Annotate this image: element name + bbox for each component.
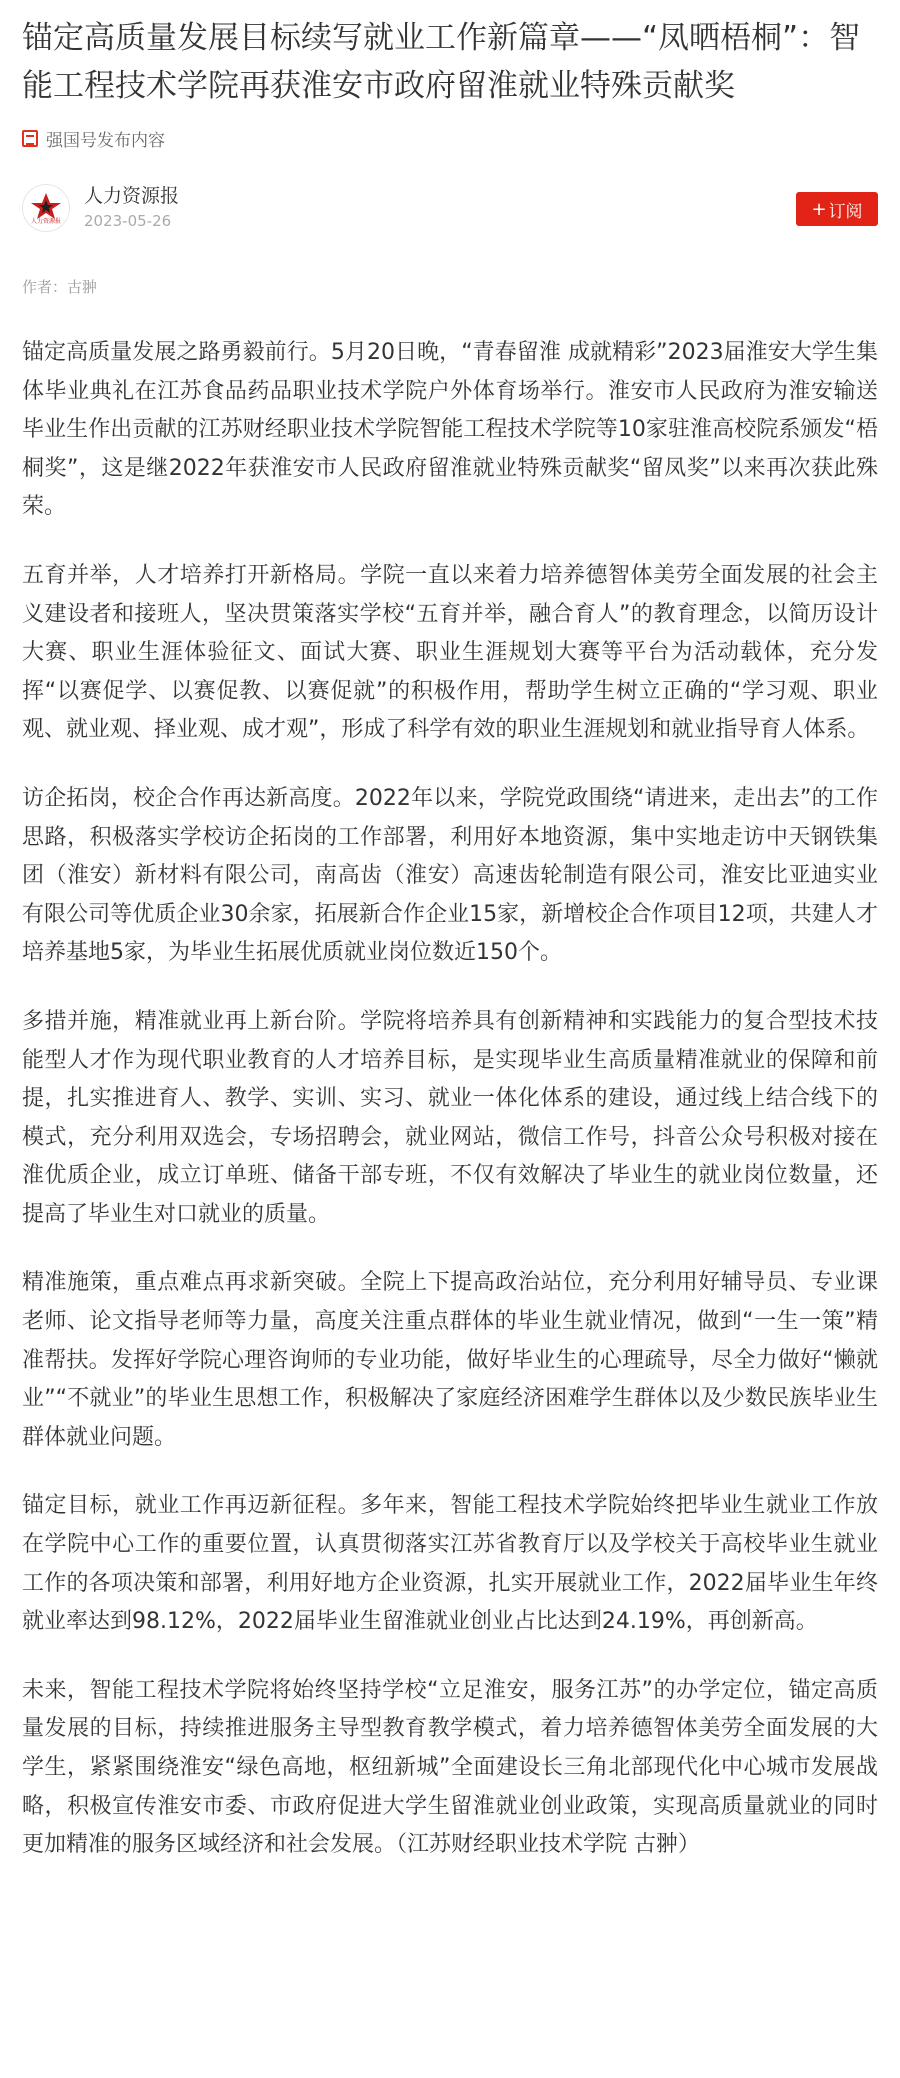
avatar[interactable] — [22, 184, 70, 232]
paragraph: 精准施策，重点难点再求新突破。全院上下提高政治站位，充分利用好辅导员、专业课老师、论文指导老师等力量，高度关注重点群体的毕业生就业情况，做到“一生一策”精准帮扶。发挥好学院心理咨询师的专业功能，做好毕业生的心理疏导，尽全力做好“懒就业”“不就业”的毕业生思想工作，积极解决了家庭经济困难学生群体以及少数民族毕业生群体就业问题。 — [22, 1270, 878, 1450]
paragraph: 五育并举，人才培养打开新格局。学院一直以来着力培养德智体美劳全面发展的社会主义建设者和接班人，坚决贯策落实学校“五育并举，融合育人”的教育理念，以简历设计大赛、职业生涯体验征文、面试大赛、职业生涯规划大赛等平台为活动载体，充分发挥“以赛促学、以赛促教、以赛促就”的积极作用，帮助学生树立正确的“学习观、职业观、就业观、择业观、成才观”，形成了科学有效的职业生涯规划和就业指导育人体系。 — [22, 562, 878, 743]
paragraph: 访企拓岗，校企合作再达新高度。2022年以来，学院党政围绕“请进来，走出去”的工作思路，积极落实学校访企拓岗的工作部署，利用好本地资源，集中实地走访中天钢铁集团（淮安）新材料有限公司，南高齿（淮安）高速齿轮制造有限公司，淮安比亚迪实业有限公司等优质企业30余家，拓展新合作企业15家，新增校企合作项目12项，共建人才培养基地5家，为毕业生拓展优质就业岗位数近150个。 — [22, 785, 878, 966]
source-label: 强国号发布内容 — [46, 130, 165, 151]
paragraph: 锚定高质量发展之路勇毅前行。5月20日晚，“青春留淮 成就精彩”2023届淮安大学生集体毕业典礼在江苏食品药品职业技术学院户外体育场举行。淮安市人民政府为淮安输送毕业生作出贡献的江苏财经职业技术学院智能工程技术学院等10家驻淮高校院系颁发“梧桐奖”，这是继2022年获淮安市人民政府留淮就业特殊贡献奖“留凤奖”以来再次获此殊荣。 — [22, 340, 878, 520]
article-title: 锚定高质量发展目标续写就业工作新篇章——“凤晒梧桐”：智能工程技术学院再获淮安市政府留淮就业特殊贡献奖 — [22, 20, 861, 104]
author-row — [22, 180, 878, 236]
author-meta — [84, 184, 179, 232]
source-row — [22, 126, 878, 150]
document-icon — [22, 130, 38, 147]
subscribe-label: 订阅 — [828, 201, 863, 222]
paragraph: 锚定目标，就业工作再迈新征程。多年来，智能工程技术学院始终把毕业生就业工作放在学院中心工作的重要位置，认真贯彻落实江苏省教育厅以及学校关于高校毕业生就业工作的各项决策和部署，利用好地方企业资源，扎实开展就业工作，2022届毕业生年终就业率达到98.12%，2022届毕业生留淮就业创业占比达到24.19%，再创新高。 — [22, 1493, 878, 1635]
article-body — [22, 334, 878, 1865]
avatar-caption: 人力资源报 — [30, 217, 61, 225]
star-logo-icon — [29, 192, 63, 220]
publish-date: 2023-05-26 — [84, 212, 172, 230]
author-name[interactable]: 人力资源报 — [84, 185, 180, 207]
paragraph: 多措并施，精准就业再上新台阶。学院将培养具有创新精神和实践能力的复合型技术技能型人才作为现代职业教育的人才培养目标，是实现毕业生高质量精准就业的保障和前提，扎实推进育人、教学、实训、实习、就业一体化体系的建设，通过线上结合线下的模式，充分利用双选会，专场招聘会，就业网站，微信工作号，抖音公众号积极对接在淮优质企业，成立订单班、储备干部专班，不仅有效解决了毕业生的就业岗位数量，还提高了毕业生对口就业的质量。 — [22, 1008, 878, 1227]
byline: 作者：古翀 — [22, 278, 98, 296]
plus-icon: + — [811, 198, 827, 220]
subscribe-button[interactable] — [796, 192, 878, 226]
paragraph: 未来，智能工程技术学院将始终坚持学校“立足淮安，服务江苏”的办学定位，锚定高质量发展的目标，持续推进服务主导型教育教学模式，着力培养德智体美劳全面发展的大学生，紧紧围绕淮安“绿色高地，枢纽新城”全面建设长三角北部现代化中心城市发展战略，积极宣传淮安市委、市政府促进大学生留淮就业创业政策，实现高质量就业的同时更加精准的服务区域经济和社会发展。（江苏财经职业技术学院 古翀） — [22, 1677, 878, 1858]
